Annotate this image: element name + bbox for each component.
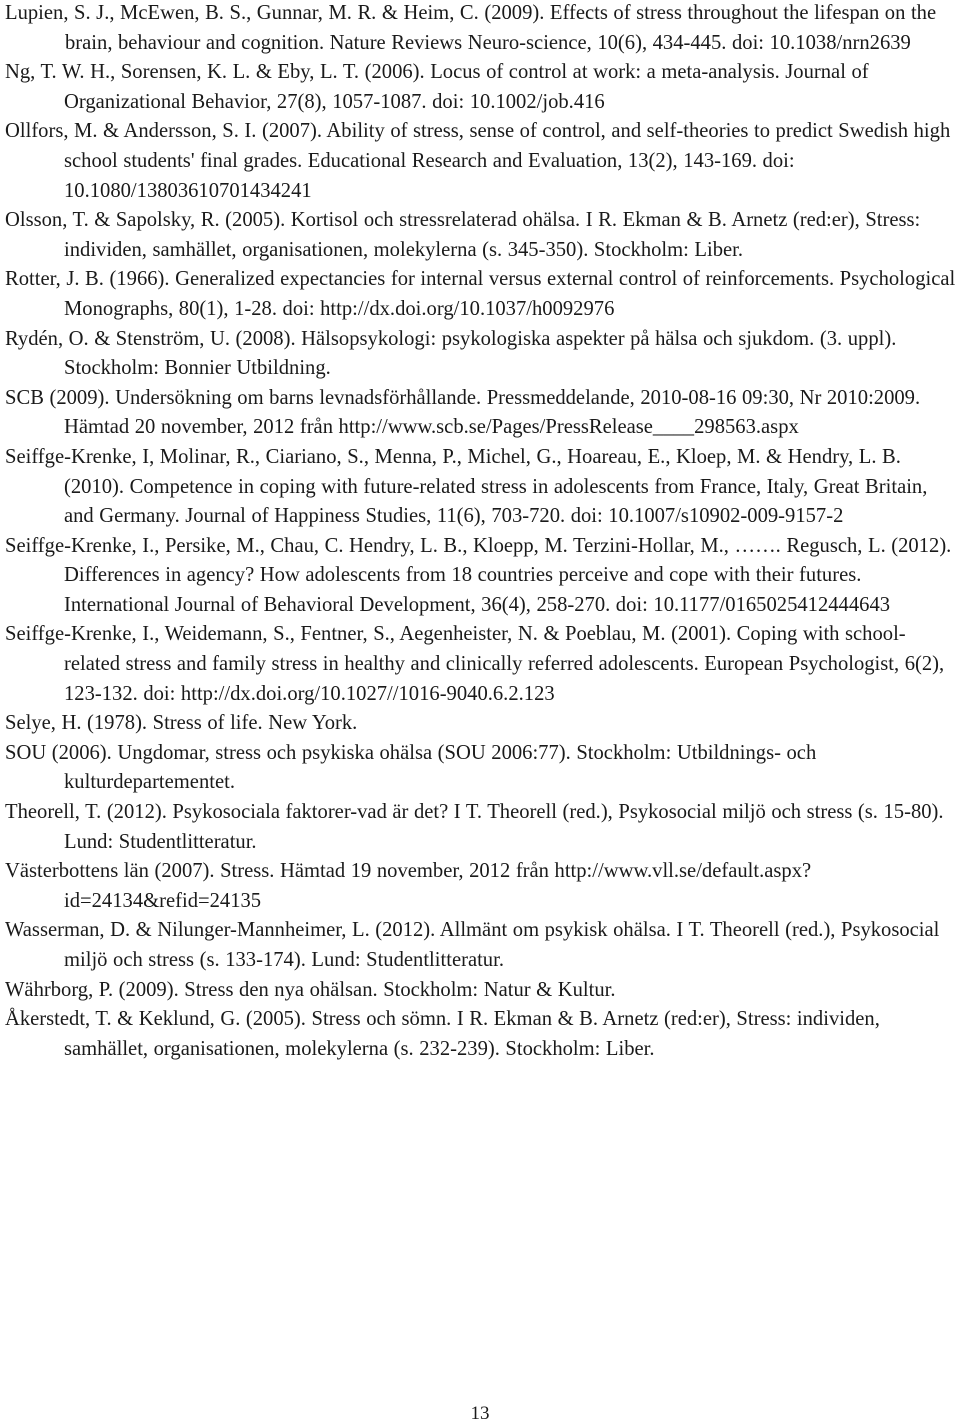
reference-entry: SOU (2006). Ungdomar, stress och psykiska ohälsa (SOU 2006:77). Stockholm: Utbildnings- och kulturdepartementet. bbox=[5, 741, 817, 794]
reference-entry: Olsson, T. & Sapolsky, R. (2005). Kortisol och stressrelaterad ohälsa. I R. Ekman & B. Arnetz (red:er), Stress: individen, samhället, organisationen, molekylerna (s. 345-350). Stockholm: Liber. bbox=[5, 209, 921, 261]
page-number: 13 bbox=[470, 1403, 490, 1424]
reference-entry: Seiffge-Krenke, I., Persike, M., Chau, C. Hendry, L. B., Kloepp, M. Terzini-Hollar, M., ……. Regusch, L. (2012). Differences in agency? How adolescents from 18 countries perceive and cope with their futures. International Journal of Behavioral Development, 36(4), 258-270. doi: 10.1177/0165025412444643 bbox=[5, 534, 952, 616]
reference-entry: Selye, H. (1978). Stress of life. New York. bbox=[5, 712, 358, 735]
reference-entry: Åkerstedt, T. & Keklund, G. (2005). Stress och sömn. I R. Ekman & B. Arnetz (red:er), Stress: individen, samhället, organisationen, molekylerna (s. 232-239). Stockholm: Liber. bbox=[5, 1008, 880, 1060]
reference-entry: Ng, T. W. H., Sorensen, K. L. & Eby, L. T. (2006). Locus of control at work: a meta-analysis. Journal of Organizational Behavior, 27(8), 1057-1087. doi: 10.1002/job.416 bbox=[5, 61, 869, 113]
reference-entry: Wasserman, D. & Nilunger-Mannheimer, L. (2012). Allmänt om psykisk ohälsa. I T. Theorell (red.), Psykosocial miljö och stress (s. 133-174). Lund: Studentlitteratur. bbox=[5, 919, 940, 971]
reference-entry: Rotter, J. B. (1966). Generalized expectancies for internal versus external control of reinforcements. Psychological Monographs, 80(1), 1-28. doi: http://dx.doi.org/10.1037/h0092976 bbox=[5, 268, 956, 320]
reference-list bbox=[5, 0, 960, 1064]
reference-entry: Rydén, O. & Stenström, U. (2008). Hälsopsykologi: psykologiska aspekter på hälsa och sjukdom. (3. uppl). Stockholm: Bonnier Utbildning. bbox=[5, 327, 897, 380]
reference-entry: Währborg, P. (2009). Stress den nya ohälsan. Stockholm: Natur & Kultur. bbox=[5, 978, 616, 1001]
reference-entry: Västerbottens län (2007). Stress. Hämtad 19 november, 2012 från http://www.vll.se/default.aspx?id=24134&refid=24135 bbox=[5, 860, 812, 912]
reference-entry: SCB (2009). Undersökning om barns levnadsförhållande. Pressmeddelande, 2010-08-16 09:30, Nr 2010:2009. Hämtad 20 november, 2012 från http://www.scb.se/Pages/PressRelease____298563.aspx bbox=[5, 386, 921, 439]
reference-entry: Seiffge-Krenke, I., Weidemann, S., Fentner, S., Aegenheister, N. & Poeblau, M. (2001). Coping with school-related stress and family stress in healthy and clinically referred adolescents. European Psychologist, 6(2), 123-132. doi: http://dx.doi.org/10.1027//1016-9040.6.2.123 bbox=[5, 623, 945, 705]
reference-entry: Lupien, S. J., McEwen, B. S., Gunnar, M. R. & Heim, C. (2009). Effects of stress throughout the lifespan on the brain, behaviour and cognition. Nature Reviews Neuro-science, 10(6), 434-445. doi: 10.1038/nrn2639 bbox=[5, 2, 937, 54]
reference-entry: Ollfors, M. & Andersson, S. I. (2007). Ability of stress, sense of control, and self-theories to predict Swedish high school students' final grades. Educational Research and Evaluation, 13(2), 143-169. doi: 10.1080/13803610701434241 bbox=[5, 120, 951, 202]
reference-entry: Seiffge-Krenke, I, Molinar, R., Ciariano, S., Menna, P., Michel, G., Hoareau, E., Kloep, M. & Hendry, L. B. (2010). Competence in coping with future-related stress in adolescents from France, Italy, Great Britain, and Germany. Journal of Happiness Studies, 11(6), 703-720. doi: 10.1007/s10902-009-9157-2 bbox=[5, 445, 928, 528]
reference-entry: Theorell, T. (2012). Psykosociala faktorer-vad är det? I T. Theorell (red.), Psykosocial miljö och stress (s. 15-80). Lund: Studentlitteratur. bbox=[5, 801, 944, 853]
